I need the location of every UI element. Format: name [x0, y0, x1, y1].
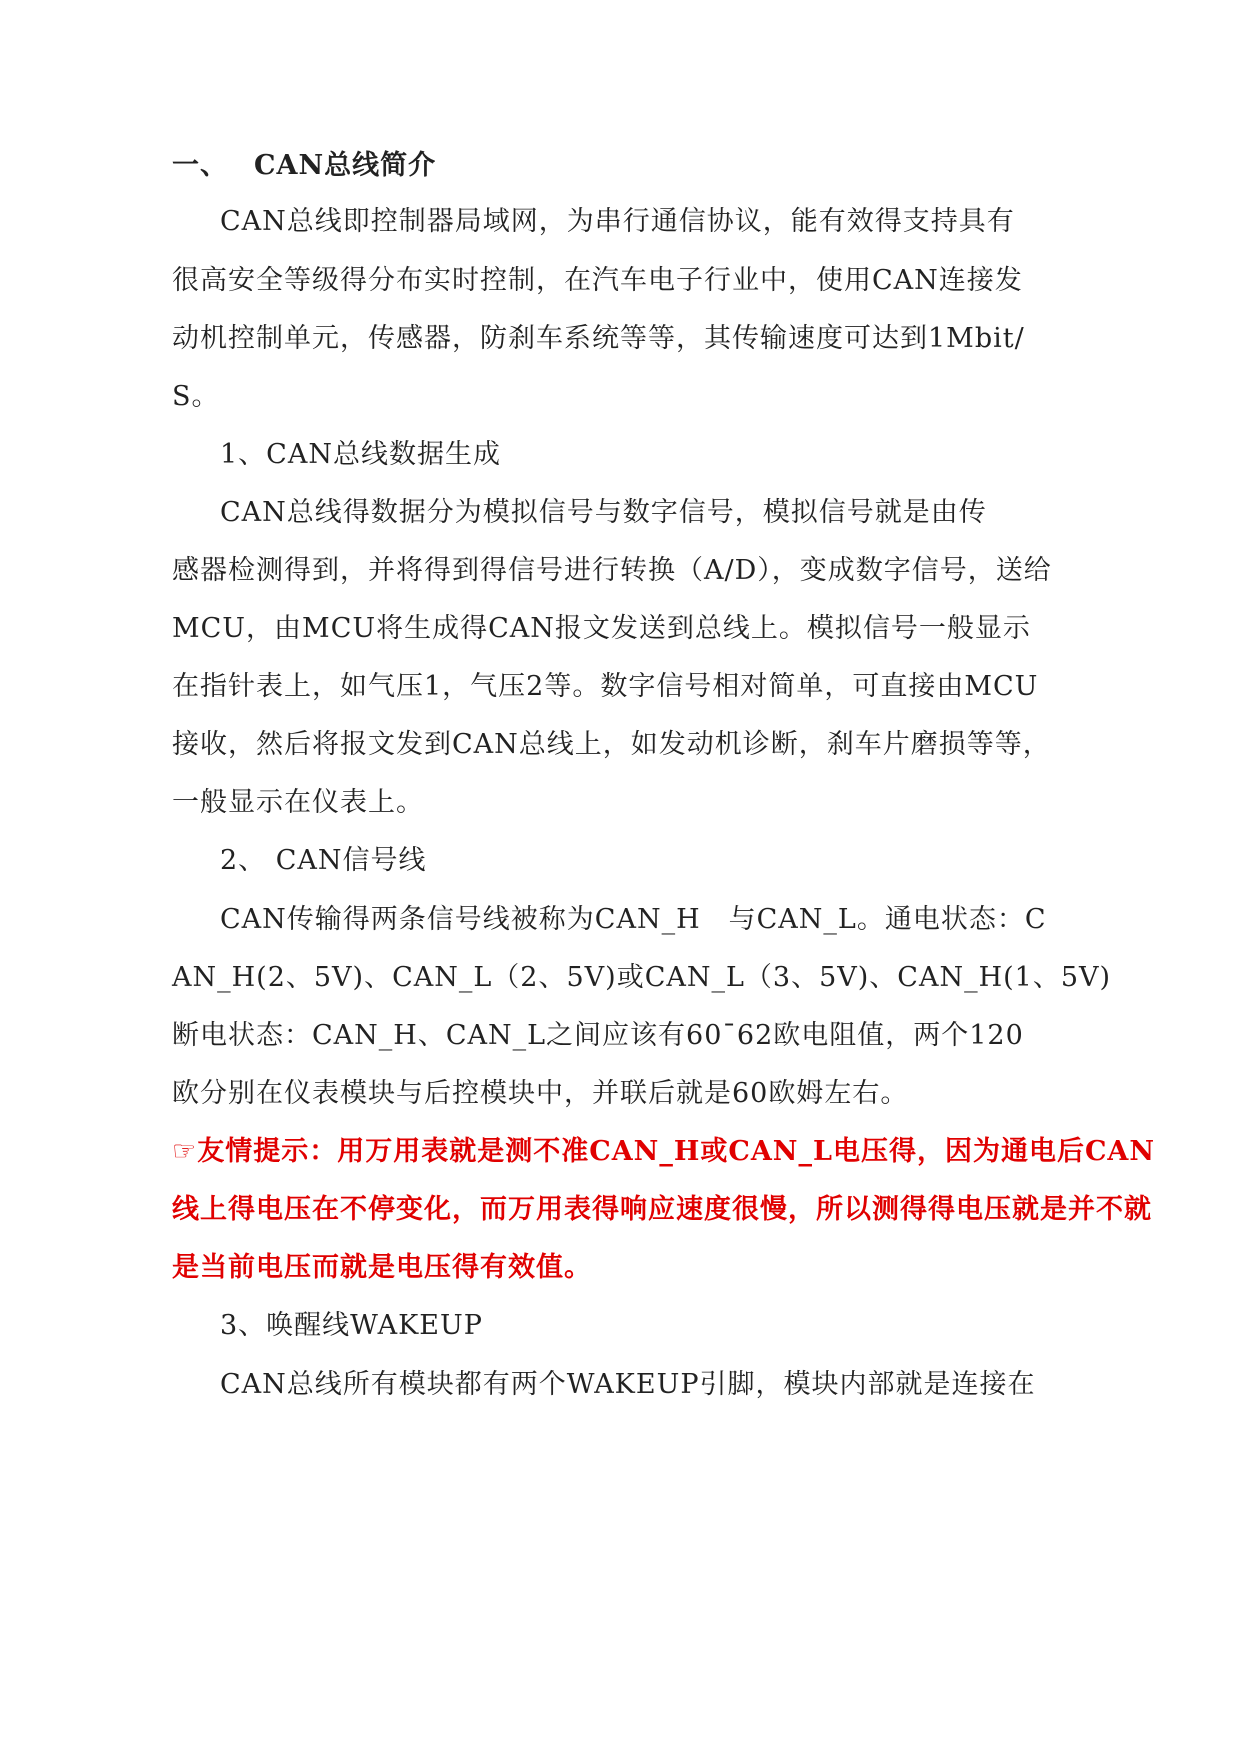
subsection-1-line-1: CAN总线得数据分为模拟信号与数字信号，模拟信号就是由传 — [220, 497, 987, 528]
subsection-2-line-2: AN_H(2、5V)、CAN_L（2、5V)或CAN_L（3、5V)、CAN_H(1、5V) — [172, 962, 1112, 993]
section-heading — [172, 146, 436, 186]
subsection-2-line-1: CAN传输得两条信号线被称为CAN_H 与CAN_L。通电状态：C — [220, 904, 1047, 935]
subsection-3-line-1: CAN总线所有模块都有两个WAKEUP引脚，模块内部就是连接在 — [220, 1369, 1036, 1400]
subsection-3-heading: 3、唤醒线WAKEUP — [220, 1310, 483, 1341]
subsection-1-line-4: 在指针表上，如气压1，气压2等。数字信号相对简单，可直接由MCU — [172, 671, 1039, 702]
tip-line-1 — [172, 1132, 1155, 1172]
subsection-1-line-6: 一般显示在仪表上。 — [172, 787, 424, 818]
intro-line-2: 很高安全等级得分布实时控制，在汽车电子行业中，使用CAN连接发 — [172, 265, 1023, 296]
pointing-hand-icon: ☞ — [172, 1136, 198, 1167]
subsection-2-line-4: 欧分别在仪表模块与后控模块中，并联后就是60欧姆左右。 — [172, 1078, 909, 1109]
section-title: CAN总线简介 — [254, 150, 437, 181]
subsection-2-heading: 2、 CAN信号线 — [220, 845, 427, 876]
subsection-2-line-3: 断电状态：CAN_H、CAN_L之间应该有60¯62欧电阻值，两个120 — [172, 1020, 1024, 1051]
intro-line-3: 动机控制单元，传感器，防刹车系统等等，其传输速度可达到1Mbit/ — [172, 323, 1025, 354]
subsection-1-line-5: 接收，然后将报文发到CAN总线上，如发动机诊断，刹车片磨损等等， — [172, 729, 1051, 760]
intro-line-4: S。 — [172, 381, 220, 412]
tip-line-3: 是当前电压而就是电压得有效值。 — [172, 1252, 592, 1283]
subsection-1-line-2: 感器检测得到，并将得到得信号进行转换（A/D），变成数字信号，送给 — [172, 555, 1052, 586]
tip-line-2: 线上得电压在不停变化，而万用表得响应速度很慢，所以测得得电压就是并不就 — [172, 1194, 1152, 1225]
section-number: 一、 — [172, 150, 228, 181]
intro-line-1: CAN总线即控制器局域网，为串行通信协议，能有效得支持具有 — [220, 206, 1015, 237]
tip-text-1: 友情提示：用万用表就是测不准CAN_H或CAN_L电压得，因为通电后CAN — [197, 1136, 1156, 1167]
subsection-1-heading: 1、CAN总线数据生成 — [220, 439, 501, 470]
subsection-1-line-3: MCU，由MCU将生成得CAN报文发送到总线上。模拟信号一般显示 — [172, 613, 1031, 644]
